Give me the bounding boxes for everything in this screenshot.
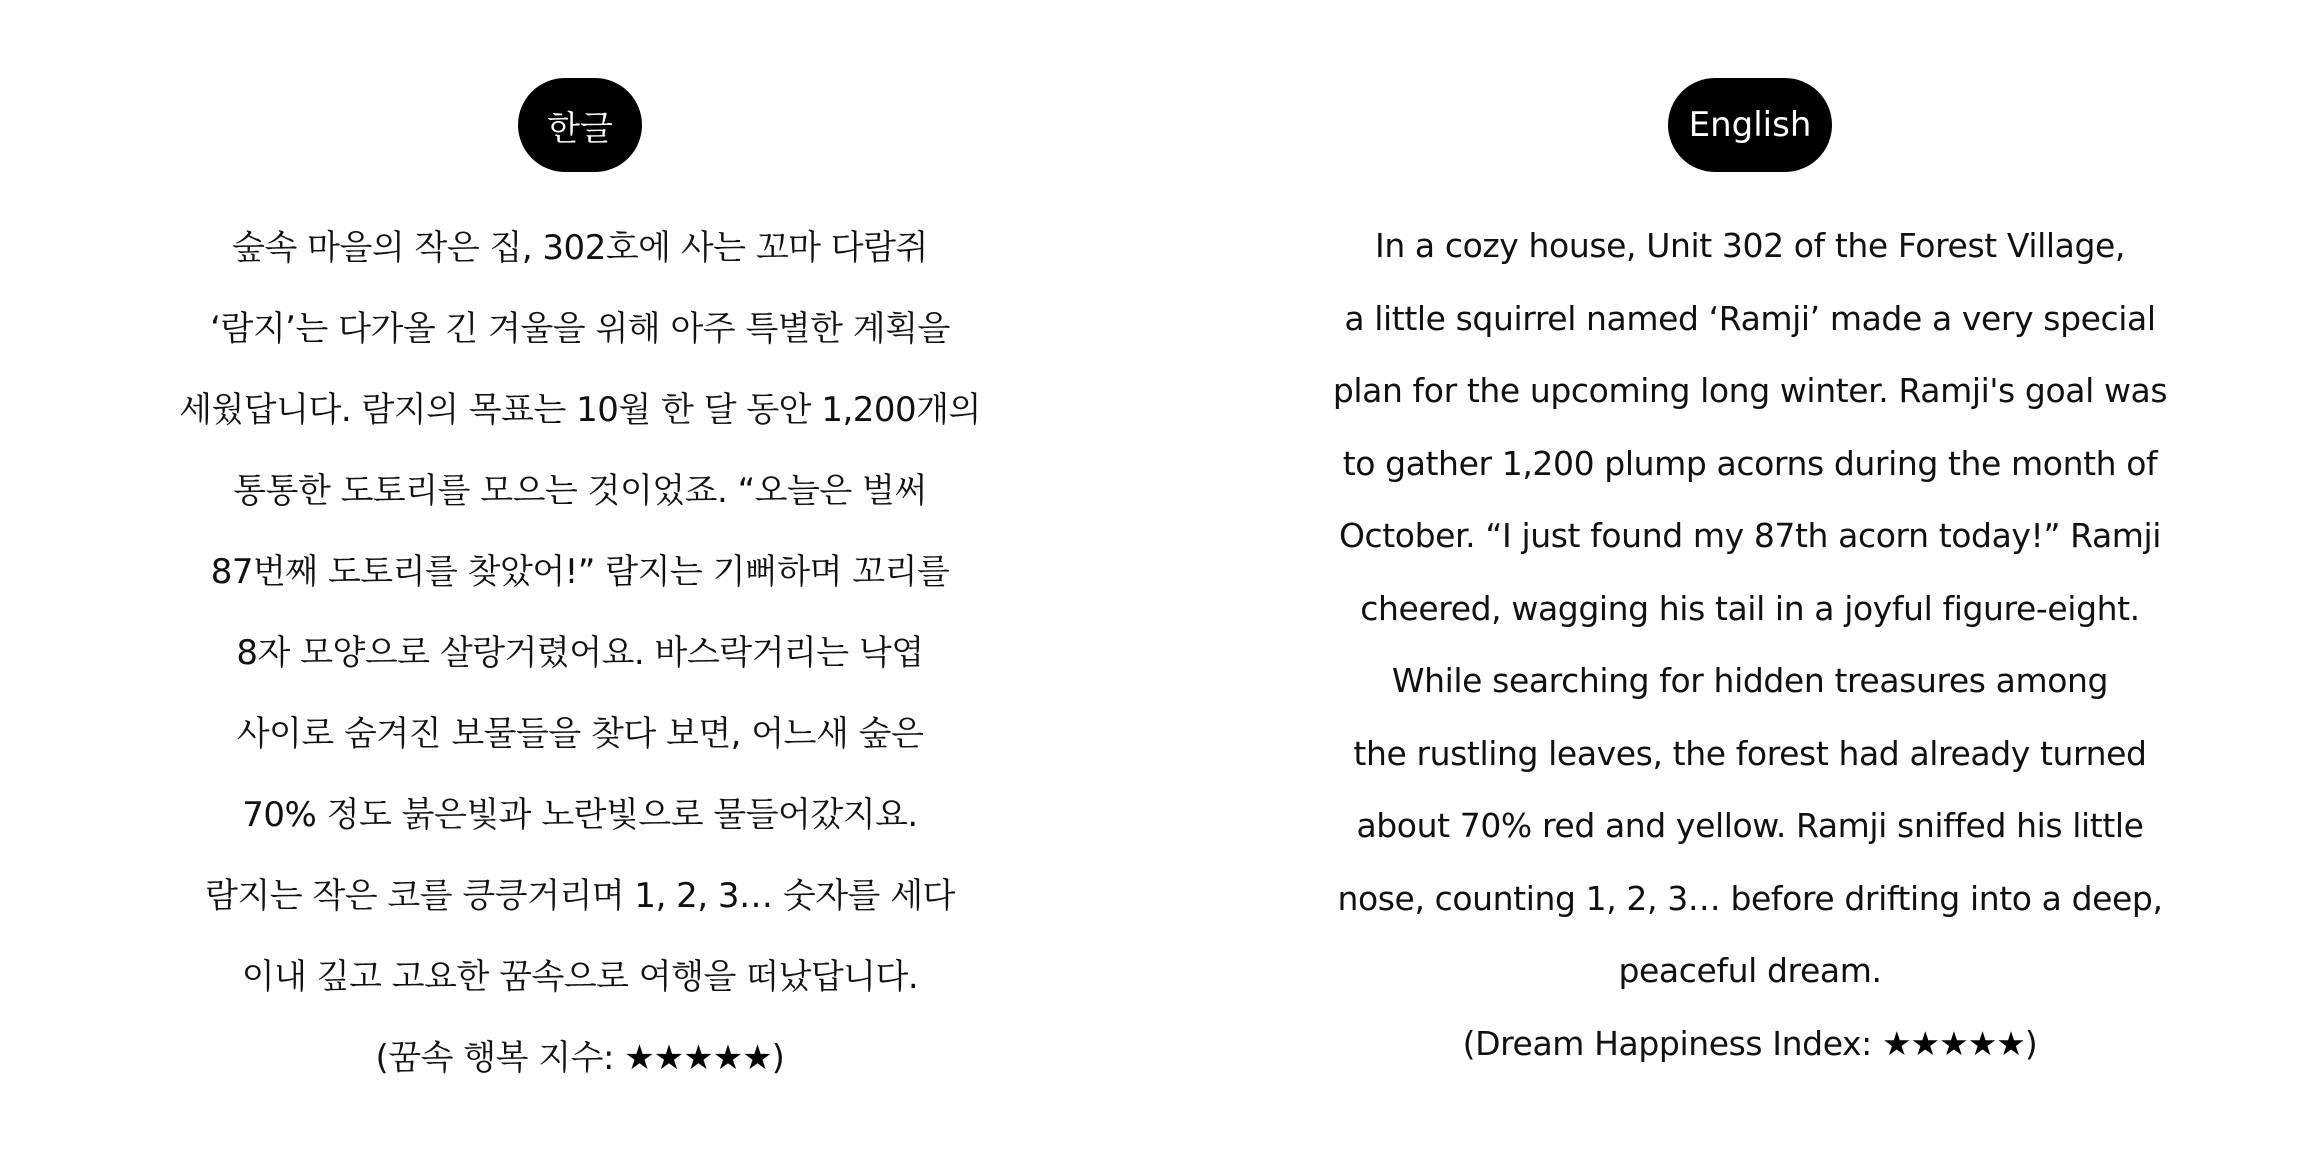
- story-line: ‘람지’는 다가올 긴 겨울을 위해 아주 특별한 계획을: [210, 309, 950, 349]
- story-line: 이내 깊고 고요한 꿈속으로 여행을 떠났답니다.: [241, 957, 919, 997]
- story-line: about 70% red and yellow. Ramji sniffed his little: [1356, 806, 2144, 845]
- story-line: plan for the upcoming long winter. Ramji's goal was: [1332, 371, 2168, 410]
- happiness-index-line: [1270, 1008, 2230, 1081]
- story-line: 통통한 도토리를 모으는 것이었죠. “오늘은 벌써: [233, 471, 927, 511]
- happiness-index-line: [110, 1018, 1050, 1099]
- korean-column: [110, 0, 1050, 1160]
- star-rating: ★★★★★: [624, 1038, 772, 1078]
- korean-story: [110, 208, 1050, 1099]
- story-line: 87번째 도토리를 찾았어!” 람지는 기뻐하며 꼬리를: [210, 552, 950, 592]
- story-line: 세웠답니다. 람지의 목표는 10월 한 달 동안 1,200개의: [179, 390, 981, 430]
- story-line: 사이로 숨겨진 보물들을 찾다 보면, 어느새 숲은: [236, 714, 924, 754]
- language-tag-english: English: [1668, 78, 1832, 172]
- story-line: to gather 1,200 plump acorns during the month of: [1342, 443, 2158, 483]
- story-line: a little squirrel named ‘Ramji’ made a very special: [1344, 298, 2156, 338]
- happiness-index-label: (Dream Happiness Index:: [1462, 1023, 1882, 1063]
- happiness-index-label: (꿈속 행복 지수:: [375, 1038, 625, 1078]
- language-tag-korean: 한글: [518, 78, 642, 172]
- story-line: peaceful dream.: [1618, 951, 1882, 990]
- english-column: [1270, 0, 2230, 1160]
- closing-paren: ): [771, 1038, 785, 1078]
- story-line: While searching for hidden treasures among: [1391, 661, 2109, 700]
- story-line: nose, counting 1, 2, 3… before drifting into a deep,: [1337, 878, 2163, 918]
- story-line: October. “I just found my 87th acorn today!” Ramji: [1338, 516, 2162, 555]
- story-line: In a cozy house, Unit 302 of the Forest Village,: [1375, 226, 2125, 265]
- story-line: 숲속 마을의 작은 집, 302호에 사는 꼬마 다람쥐: [232, 228, 928, 268]
- closing-paren: ): [2024, 1023, 2038, 1063]
- story-line: 70% 정도 붉은빛과 노란빛으로 물들어갔지요.: [242, 795, 918, 835]
- story-line: the rustling leaves, the forest had already turned: [1353, 733, 2147, 773]
- story-line: 8자 모양으로 살랑거렸어요. 바스락거리는 낙엽: [236, 633, 924, 673]
- star-rating: ★★★★★: [1881, 1023, 2025, 1063]
- story-line: 람지는 작은 코를 킁킁거리며 1, 2, 3… 숫자를 세다: [205, 876, 955, 916]
- english-story: [1270, 210, 2230, 1080]
- story-line: cheered, wagging his tail in a joyful figure-eight.: [1360, 588, 2140, 628]
